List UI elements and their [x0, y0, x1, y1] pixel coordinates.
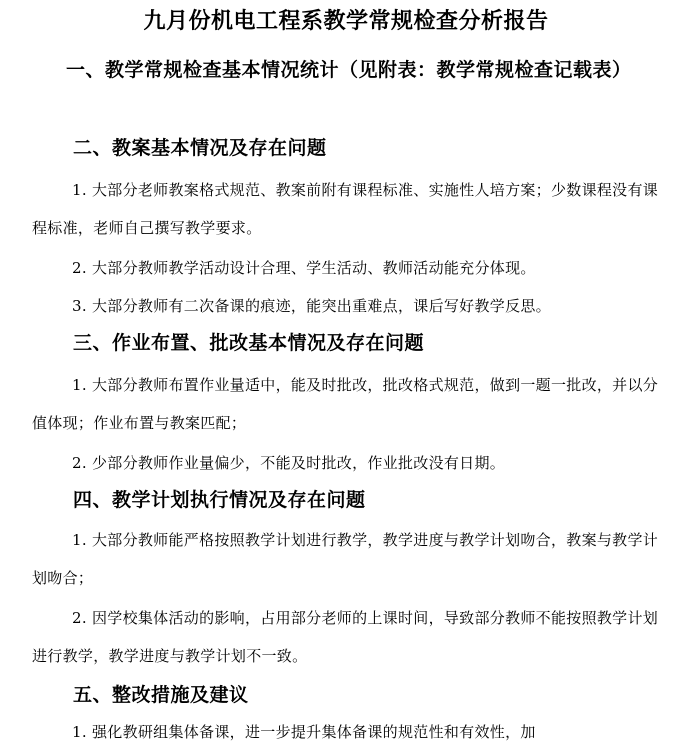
- section-5-item-1: 1. 强化教研组集体备课，进一步提升集体备课的规范性和有效性，加: [72, 723, 536, 741]
- section-5-heading: 五、整改措施及建议: [73, 684, 249, 706]
- section-3-item-1: 1. 大部分教师布置作业量适中，能及时批改，批改格式规范，做到一题一批改，并以分值体现；作业布置与教案匹配；: [32, 376, 659, 432]
- section-2-item-2: 2. 大部分教师教学活动设计合理、学生活动、教师活动能充分体现。: [72, 259, 536, 277]
- document-title: 九月份机电工程系教学常规检查分析报告: [143, 9, 549, 34]
- section-2-heading: 二、教案基本情况及存在问题: [73, 137, 327, 159]
- section-4-heading: 四、教学计划执行情况及存在问题: [73, 489, 366, 511]
- section-2-item-3: 3. 大部分教师有二次备课的痕迹，能突出重难点，课后写好教学反思。: [72, 297, 551, 315]
- section-2-item-1: 1. 大部分老师教案格式规范、教案前附有课程标准、实施性人培方案；少数课程没有课程标准，老师自己撰写教学要求。: [32, 181, 659, 237]
- section-3-item-2: 2. 少部分教师作业量偏少，不能及时批改，作业批改没有日期。: [72, 454, 506, 472]
- section-1-heading: 一、教学常规检查基本情况统计（见附表：教学常规检查记载表）: [66, 59, 632, 81]
- section-3-heading: 三、作业布置、批改基本情况及存在问题: [73, 332, 425, 354]
- section-4-item-2: 2. 因学校集体活动的影响，占用部分老师的上课时间，导致部分教师不能按照教学计划进行教学，教学进度与教学计划不一致。: [32, 609, 659, 665]
- section-4-item-1: 1. 大部分教师能严格按照教学计划进行教学，教学进度与教学计划吻合，教案与教学计划吻合；: [32, 531, 659, 587]
